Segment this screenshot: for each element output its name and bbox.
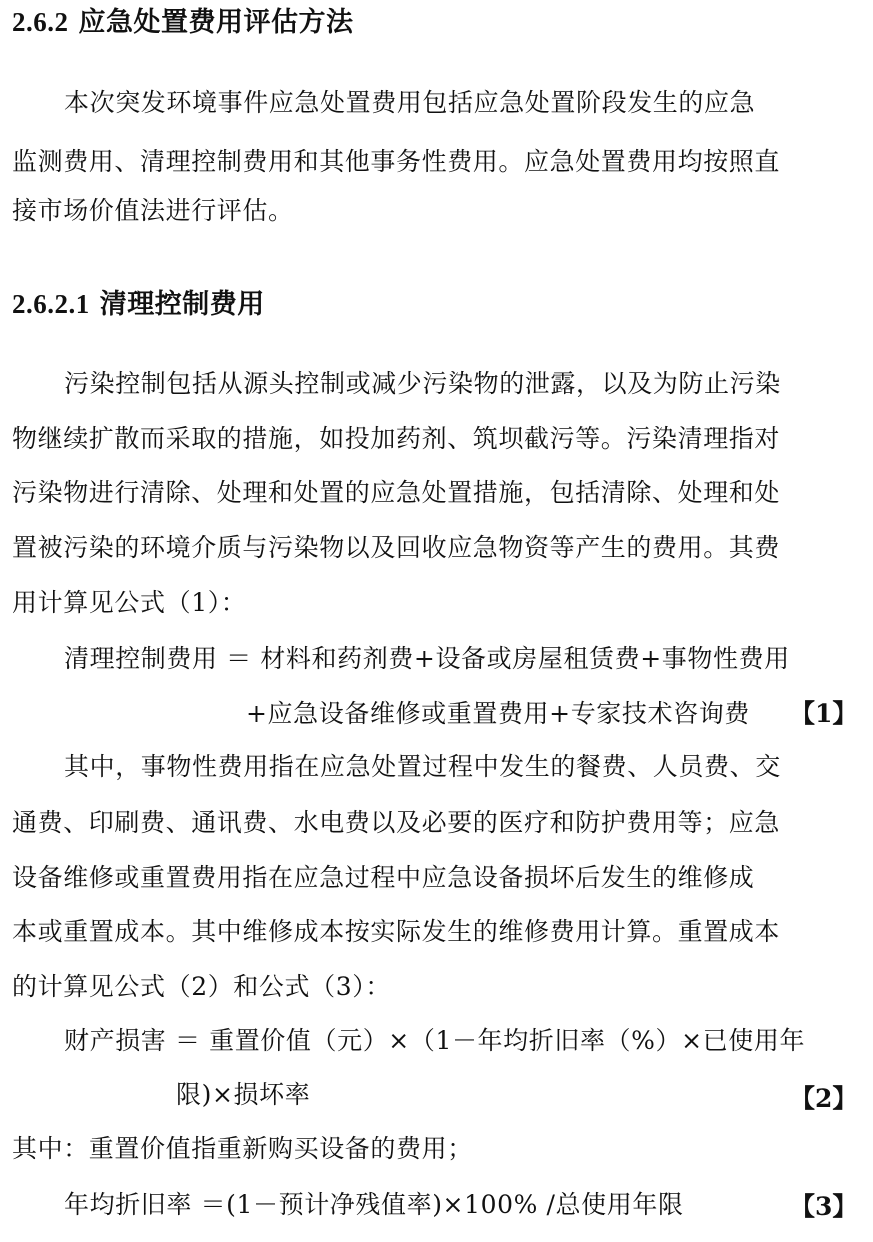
section-heading-2-6-2-1 bbox=[12, 288, 265, 321]
equation-1-line-2: +应急设备维修或重置费用+专家技术咨询费 bbox=[246, 699, 750, 728]
section-title: 应急处置费用评估方法 bbox=[78, 7, 354, 38]
section-heading-2-6-2 bbox=[12, 6, 354, 39]
equation-3-tag: 【3】 bbox=[790, 1192, 858, 1221]
para2-line-5: 的计算见公式（2）和公式（3）： bbox=[12, 972, 391, 1001]
para2-line-3: 设备维修或重置费用指在应急过程中应急设备损坏后发生的维修成 bbox=[12, 863, 755, 892]
note-line: 其中：重置价值指重新购买设备的费用； bbox=[12, 1134, 473, 1163]
subsection-number: 2.6.2.1 bbox=[12, 289, 90, 319]
para1-line-1: 污染控制包括从源头控制或减少污染物的泄露，以及为防止污染 bbox=[64, 369, 781, 398]
equation-1-line-1: 清理控制费用 ＝ 材料和药剂费+设备或房屋租赁费+事物性费用 bbox=[64, 644, 790, 673]
equation-2-line-2: 限)×损坏率 bbox=[176, 1080, 311, 1109]
intro-line-3: 接市场价值法进行评估。 bbox=[12, 196, 294, 225]
intro-line-2: 监测费用、清理控制费用和其他事务性费用。应急处置费用均按照直 bbox=[12, 147, 781, 176]
para2-line-4: 本或重置成本。其中维修成本按实际发生的维修费用计算。重置成本 bbox=[12, 917, 781, 946]
equation-2-tag: 【2】 bbox=[790, 1084, 858, 1113]
equation-1-tag: 【1】 bbox=[790, 699, 858, 728]
subsection-title: 清理控制费用 bbox=[99, 289, 265, 320]
section-number: 2.6.2 bbox=[12, 7, 69, 37]
para1-line-5: 用计算见公式（1）： bbox=[12, 588, 247, 617]
equation-2-line-1: 财产损害 ＝ 重置价值（元）×（1－年均折旧率（%）×已使用年 bbox=[64, 1026, 806, 1055]
intro-line-1: 本次突发环境事件应急处置费用包括应急处置阶段发生的应急 bbox=[64, 88, 756, 117]
para2-line-2: 通费、印刷费、通讯费、水电费以及必要的医疗和防护费用等；应急 bbox=[12, 808, 781, 837]
para1-line-3: 污染物进行清除、处理和处置的应急处置措施，包括清除、处理和处 bbox=[12, 478, 781, 507]
para1-line-4: 置被污染的环境介质与污染物以及回收应急物资等产生的费用。其费 bbox=[12, 533, 781, 562]
para1-line-2: 物继续扩散而采取的措施，如投加药剂、筑坝截污等。污染清理指对 bbox=[12, 424, 781, 453]
para2-line-1: 其中，事物性费用指在应急处置过程中发生的餐费、人员费、交 bbox=[64, 752, 781, 781]
equation-3-line: 年均折旧率 ＝(1－预计净残值率)×100% /总使用年限 bbox=[64, 1190, 684, 1219]
